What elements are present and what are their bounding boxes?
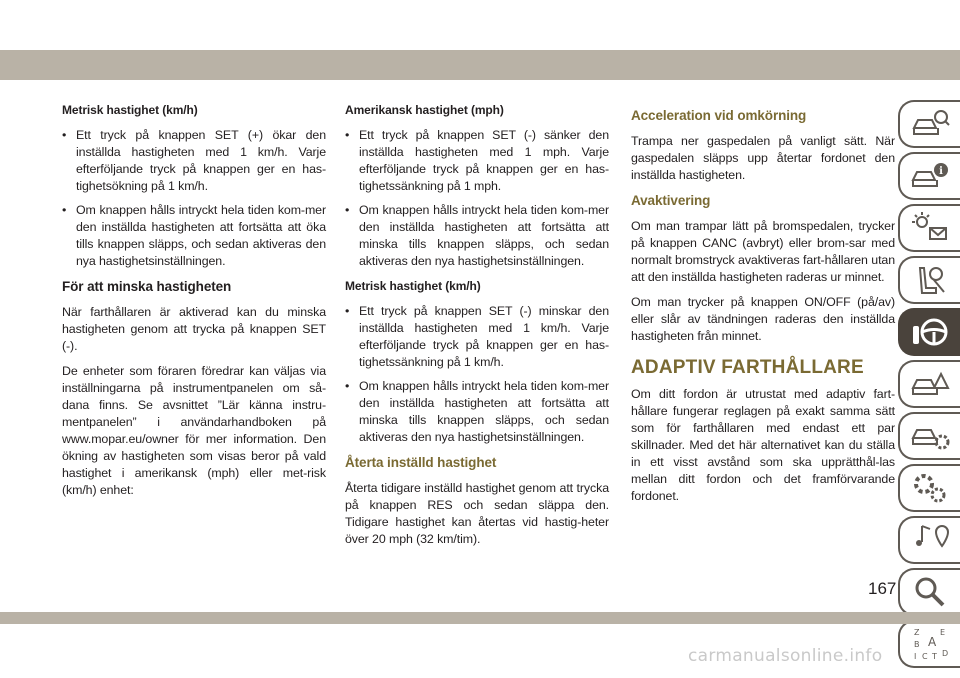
tab-music-location[interactable] bbox=[898, 516, 960, 564]
gears-icon bbox=[910, 470, 950, 506]
footer-band bbox=[0, 612, 960, 624]
alphabet-letter: T bbox=[932, 652, 937, 661]
list-item: • Om knappen hålls intryckt hela tiden kom-mer den inställda hastigheten att fortsätta att minska tills knappen släpps, och sedan aktiveras den nya hastighetsinställningen. bbox=[345, 202, 609, 270]
bullet-list-us bbox=[345, 127, 609, 270]
car-magnifier-icon bbox=[910, 106, 950, 142]
paragraph: Om man trycker på knappen ON/OFF (på/av) eller slår av tändningen raderas den inställda hastigheten från minnet. bbox=[631, 295, 895, 343]
tab-magnifier[interactable] bbox=[898, 568, 960, 616]
alphabet-letter: D bbox=[942, 649, 949, 658]
paragraph: Om ditt fordon är utrustat med adaptiv fart-hållare fungerar reglagen på exakt samma sätt som för farthållaren med endast ett par skillnader. Med det här alternativet kan du ställa in ett visst avstånd som ska upprätthål-las mellan ditt fordon och det framförvarande fordonet. bbox=[631, 387, 895, 503]
warning-lights-icon bbox=[910, 210, 950, 246]
heading-acceleration: Acceleration vid omkörning bbox=[631, 108, 807, 123]
heading-metric-speed: Metrisk hastighet (km/h) bbox=[62, 103, 198, 117]
music-location-icon bbox=[910, 522, 950, 558]
list-item: • Om knappen hålls intryckt hela tiden kom-mer den inställda hastigheten att fortsätta att öka tills knappen släpps, och sedan aktiveras den nya hastighetsinställningen. bbox=[62, 202, 326, 270]
list-item: • Om knappen hålls intryckt hela tiden kom-mer den inställda hastigheten att fortsätta att minska tills knappen släpps, och sedan aktiveras den nya hastighetsinställningen. bbox=[345, 378, 609, 446]
alphabet-letter: A bbox=[928, 635, 937, 649]
airbag-seat-icon bbox=[910, 262, 950, 298]
bullet-list-metric bbox=[62, 127, 326, 270]
tab-warning-lights[interactable] bbox=[898, 204, 960, 252]
heading-us-speed: Amerikansk hastighet (mph) bbox=[345, 103, 504, 117]
column-3 bbox=[631, 103, 895, 513]
tab-car-info[interactable] bbox=[898, 152, 960, 200]
alphabet-letter: C bbox=[922, 652, 928, 661]
list-item: • Ett tryck på knappen SET (-) minskar den inställda hastigheten med 1 km/h. Varje efterföljande tryck på knappen ger en has-tighetssänkning på 1 km/h. bbox=[345, 303, 609, 371]
heading-decrease-speed: För att minska hastigheten bbox=[62, 279, 232, 294]
tab-car-magnifier[interactable] bbox=[898, 100, 960, 148]
car-info-icon bbox=[910, 158, 950, 194]
alphabet-letter: I bbox=[914, 652, 917, 661]
car-warning-triangle-icon bbox=[910, 366, 950, 402]
heading-adaptive-cruise: ADAPTIV FARTHÅLLARE bbox=[631, 357, 864, 378]
tab-alphabet-index[interactable] bbox=[898, 620, 960, 668]
paragraph: De enheter som föraren föredrar kan väljas via inställningarna på instrumentpanelen om så-dana finns. Se avsnittet ”Lär känna instru-mentpanelen” i användarhandboken på www.mopar.eu/owner för mer information. Den ökning av hastigheten som visas beror på vald hastighet i amerikansk (mph) eller met-risk (km/h) enhet: bbox=[62, 364, 326, 497]
paragraph: Återta tidigare inställd hastighet genom att trycka på knappen RES och sedan släppa den. Tidigare hastighet kan återtas vid hastig-heter över 20 mph (32 km/tim). bbox=[345, 481, 609, 546]
tab-airbag-seat[interactable] bbox=[898, 256, 960, 304]
magnifier-icon bbox=[910, 574, 950, 610]
column-2 bbox=[345, 102, 609, 556]
heading-metric-speed-2: Metrisk hastighet (km/h) bbox=[345, 279, 481, 293]
tab-car-gears[interactable] bbox=[898, 412, 960, 460]
paragraph: Om man trampar lätt på bromspedalen, trycker på knappen CANC (avbryt) eller brom-sar med normalt bromstryck avaktiveras fart-hållaren utan att den inställda hastigheten raderas ur minnet. bbox=[631, 219, 895, 284]
tab-gears[interactable] bbox=[898, 464, 960, 512]
alphabet-letter: E bbox=[940, 628, 946, 637]
heading-deactivation: Avaktivering bbox=[631, 193, 711, 208]
paragraph: När farthållaren är aktiverad kan du minska hastigheten genom att trycka på knappen SET (-). bbox=[62, 305, 326, 353]
tab-car-warning-triangle[interactable] bbox=[898, 360, 960, 408]
svg-text:i: i bbox=[939, 166, 943, 177]
alphabet-letter: B bbox=[914, 640, 920, 649]
list-item: • Ett tryck på knappen SET (-) sänker den inställda hastigheten med 1 mph. Varje efterföljande tryck på knappen ger en has-tighetssänkning på 1 mph. bbox=[345, 127, 609, 195]
alphabet-letter: Z bbox=[914, 628, 920, 637]
tab-steering-wheel[interactable] bbox=[898, 308, 960, 356]
heading-resume-speed: Återta inställd hastighet bbox=[345, 455, 497, 470]
paragraph: Trampa ner gaspedalen på vanligt sätt. När gaspedalen släpps upp återtar fordonet den inställda hastigheten. bbox=[631, 134, 895, 182]
bullet-list-metric-2 bbox=[345, 303, 609, 446]
header-band bbox=[0, 50, 960, 80]
page-number: 167 bbox=[868, 579, 897, 598]
chapter-tabs bbox=[898, 100, 960, 672]
steering-wheel-icon bbox=[910, 314, 950, 350]
alphabet-index-icon bbox=[910, 626, 950, 662]
watermark: carmanualsonline.info bbox=[688, 646, 883, 666]
column-1 bbox=[62, 102, 326, 507]
list-item: • Ett tryck på knappen SET (+) ökar den inställda hastigheten med 1 km/h. Varje efterföljande tryck på knappen ger en has-tighetsökning på 1 km/h. bbox=[62, 127, 326, 195]
car-gears-icon bbox=[910, 418, 950, 454]
